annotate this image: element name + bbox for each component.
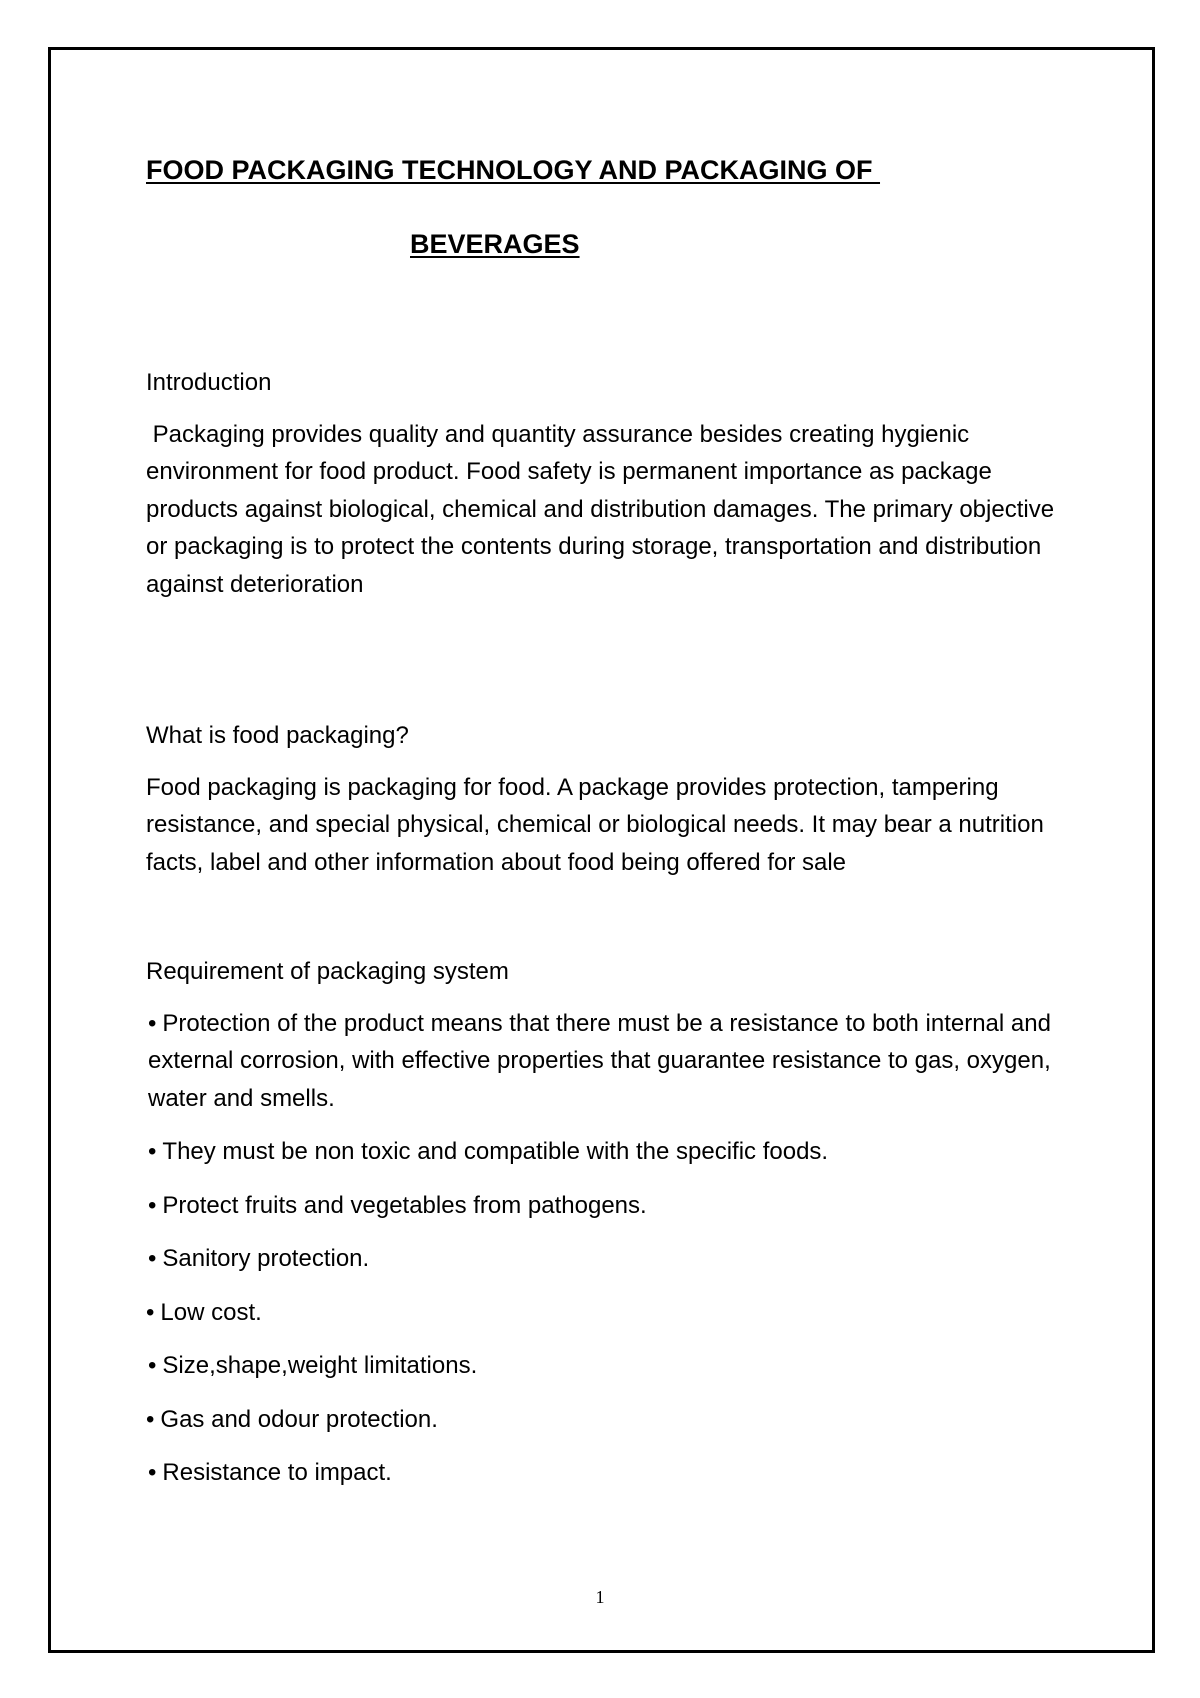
bullet-icon: •	[146, 1405, 155, 1433]
list-item-text: Resistance to impact.	[162, 1459, 392, 1486]
list-item	[146, 1187, 1076, 1225]
list-item	[146, 1454, 1076, 1492]
list-item-text: Sanitory protection.	[162, 1245, 370, 1272]
bullet-icon: •	[148, 1459, 157, 1486]
list-item	[146, 1401, 1076, 1439]
requirements-list	[146, 1005, 1076, 1492]
what-is-paragraph: Food packaging is packaging for food. A package provides protection, tampering resistance, and special physical, chemical or biological needs. It may bear a nutrition facts, label and other information about food being offered for sale	[146, 773, 1044, 876]
list-item	[146, 1133, 1076, 1171]
bullet-icon: •	[148, 1191, 157, 1219]
list-item	[146, 1347, 1076, 1385]
list-item-text: Gas and odour protection.	[160, 1405, 438, 1433]
list-item	[146, 1005, 1076, 1118]
bullet-icon: •	[148, 1009, 157, 1037]
document-title-line-2: BEVERAGES	[410, 229, 580, 259]
page-number: 1	[595, 1587, 605, 1607]
document-title-line-1: FOOD PACKAGING TECHNOLOGY AND PACKAGING OF	[146, 155, 881, 185]
list-item-text: Size,shape,weight limitations.	[162, 1352, 478, 1379]
list-item-text: Protect fruits and vegetables from pathogens.	[162, 1191, 647, 1219]
bullet-icon: •	[148, 1245, 157, 1272]
bullet-icon: •	[148, 1138, 157, 1165]
list-item	[146, 1240, 1076, 1278]
requirements-heading: Requirement of packaging system	[146, 958, 509, 985]
introduction-paragraph: Packaging provides quality and quantity assurance besides creating hygienic environment for food product. Food safety is permanent importance as package products against biological, chemical and distribution damages. The primary objective or packaging is to protect the contents during storage, transportation and distribution against deterioration	[146, 420, 1061, 598]
list-item-text: They must be non toxic and compatible with the specific foods.	[162, 1138, 829, 1165]
document-body	[146, 150, 1076, 1508]
list-item	[146, 1294, 1076, 1332]
bullet-icon: •	[146, 1298, 155, 1326]
what-is-heading: What is food packaging?	[146, 722, 409, 749]
list-item-text: Protection of the product means that there must be a resistance to both internal and external corrosion, with effective properties that guarantee resistance to gas, oxygen, water and smells.	[148, 1009, 1051, 1112]
introduction-heading: Introduction	[146, 369, 272, 396]
bullet-icon: •	[148, 1352, 157, 1379]
list-item-text: Low cost.	[160, 1298, 262, 1326]
